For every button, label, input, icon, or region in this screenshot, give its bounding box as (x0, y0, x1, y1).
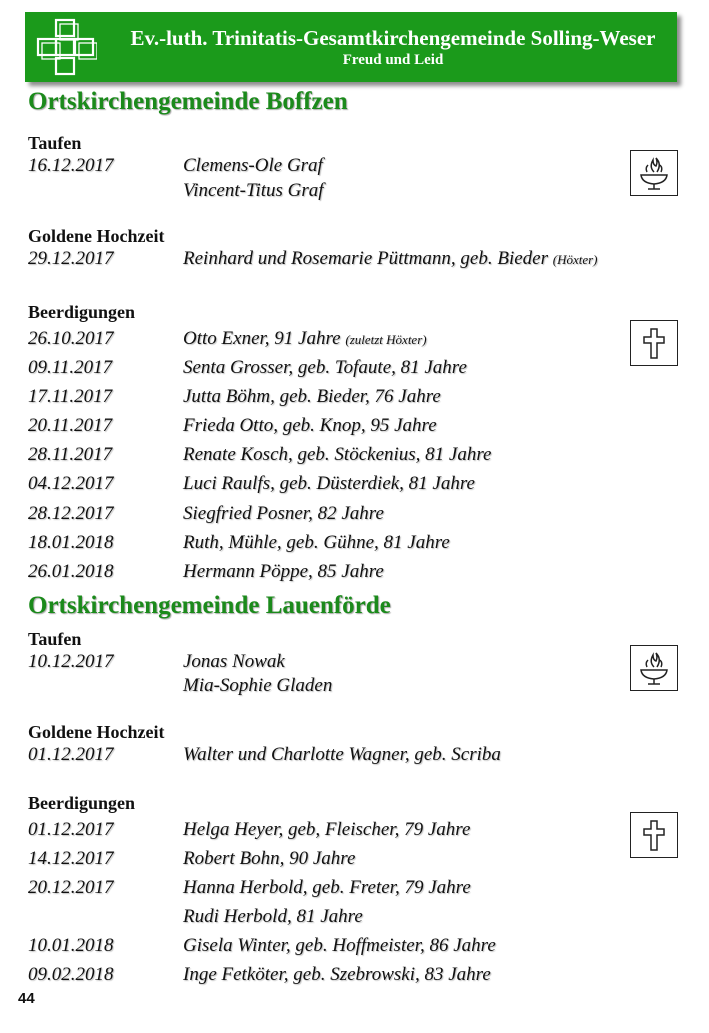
entry-name: Mia-Sophie Gladen (183, 675, 333, 696)
entry-date: 20.12.2017 (28, 877, 114, 898)
parish-heading-lauenfoerde: Ortskirchengemeinde Lauenförde (28, 592, 391, 619)
category-taufen: Taufen (28, 133, 82, 153)
entry-date: 01.12.2017 (28, 819, 114, 840)
entry-date: 16.12.2017 (28, 155, 114, 176)
page-subtitle: Freud und Leid (342, 52, 444, 68)
entry-name: Frieda Otto, geb. Knop, 95 Jahre (183, 415, 437, 436)
category-goldene-hochzeit: Goldene Hochzeit (28, 722, 165, 742)
entry-name: Vincent-Titus Graf (183, 180, 324, 201)
entry-name: Helga Heyer, geb, Fleischer, 79 Jahre (183, 819, 471, 840)
category-beerdigungen: Beerdigungen (28, 793, 136, 813)
entry-note: (zuletzt Höxter) (345, 332, 427, 347)
entry-date: 26.10.2017 (28, 328, 114, 349)
cross-icon (630, 812, 678, 858)
entry-date: 20.11.2017 (28, 415, 113, 436)
entry-date: 14.12.2017 (28, 848, 114, 869)
baptism-font-icon (630, 645, 678, 691)
entry-name: Walter und Charlotte Wagner, geb. Scriba (183, 744, 501, 765)
entry-name: Renate Kosch, geb. Stöckenius, 81 Jahre (183, 444, 492, 465)
entry-name: Jutta Böhm, geb. Bieder, 76 Jahre (183, 386, 441, 407)
entry-date: 01.12.2017 (28, 744, 114, 765)
entry-date: 28.11.2017 (28, 444, 113, 465)
entry-date: 26.01.2018 (28, 561, 114, 582)
entry-note: (Höxter) (552, 252, 598, 267)
entry-name: Otto Exner, 91 Jahre (zuletzt Höxter) (183, 328, 427, 349)
category-goldene-hochzeit: Goldene Hochzeit (28, 226, 165, 246)
entry-name: Inge Fetköter, geb. Szebrowski, 83 Jahre (183, 964, 491, 985)
entry-name: Robert Bohn, 90 Jahre (183, 848, 356, 869)
entry-name: Jonas Nowak (183, 651, 285, 672)
church-cross-logo-icon (35, 18, 97, 80)
parish-heading-boffzen: Ortskirchengemeinde Boffzen (28, 88, 348, 115)
entry-name: Clemens-Ole Graf (183, 155, 323, 176)
entry-date: 17.11.2017 (28, 386, 113, 407)
cross-icon (630, 320, 678, 366)
entry-date: 10.01.2018 (28, 935, 114, 956)
entry-date: 18.01.2018 (28, 532, 114, 553)
category-taufen: Taufen (28, 629, 82, 649)
entry-date: 09.11.2017 (28, 357, 113, 378)
page-title: Ev.-luth. Trinitatis-Gesamtkirchengemeinde Solling-Weser (130, 26, 656, 50)
entry-name: Siegfried Posner, 82 Jahre (183, 503, 384, 524)
entry-name: Hermann Pöppe, 85 Jahre (183, 561, 384, 582)
page-number: 44 (18, 990, 35, 1007)
entry-name: Rudi Herbold, 81 Jahre (183, 906, 363, 927)
entry-name: Hanna Herbold, geb. Freter, 79 Jahre (183, 877, 471, 898)
entry-date: 10.12.2017 (28, 651, 114, 672)
entry-date: 29.12.2017 (28, 248, 114, 269)
entry-name: Reinhard und Rosemarie Püttmann, geb. Bieder (Höxter) (183, 248, 598, 269)
header-banner (25, 12, 677, 82)
entry-name: Ruth, Mühle, geb. Gühne, 81 Jahre (183, 532, 450, 553)
entry-name: Gisela Winter, geb. Hoffmeister, 86 Jahre (183, 935, 496, 956)
baptism-font-icon (630, 150, 678, 196)
entry-date: 28.12.2017 (28, 503, 114, 524)
category-beerdigungen: Beerdigungen (28, 302, 136, 322)
entry-date: 09.02.2018 (28, 964, 114, 985)
entry-name: Senta Grosser, geb. Tofaute, 81 Jahre (183, 357, 467, 378)
entry-name: Luci Raulfs, geb. Düsterdiek, 81 Jahre (183, 473, 475, 494)
entry-date: 04.12.2017 (28, 473, 114, 494)
